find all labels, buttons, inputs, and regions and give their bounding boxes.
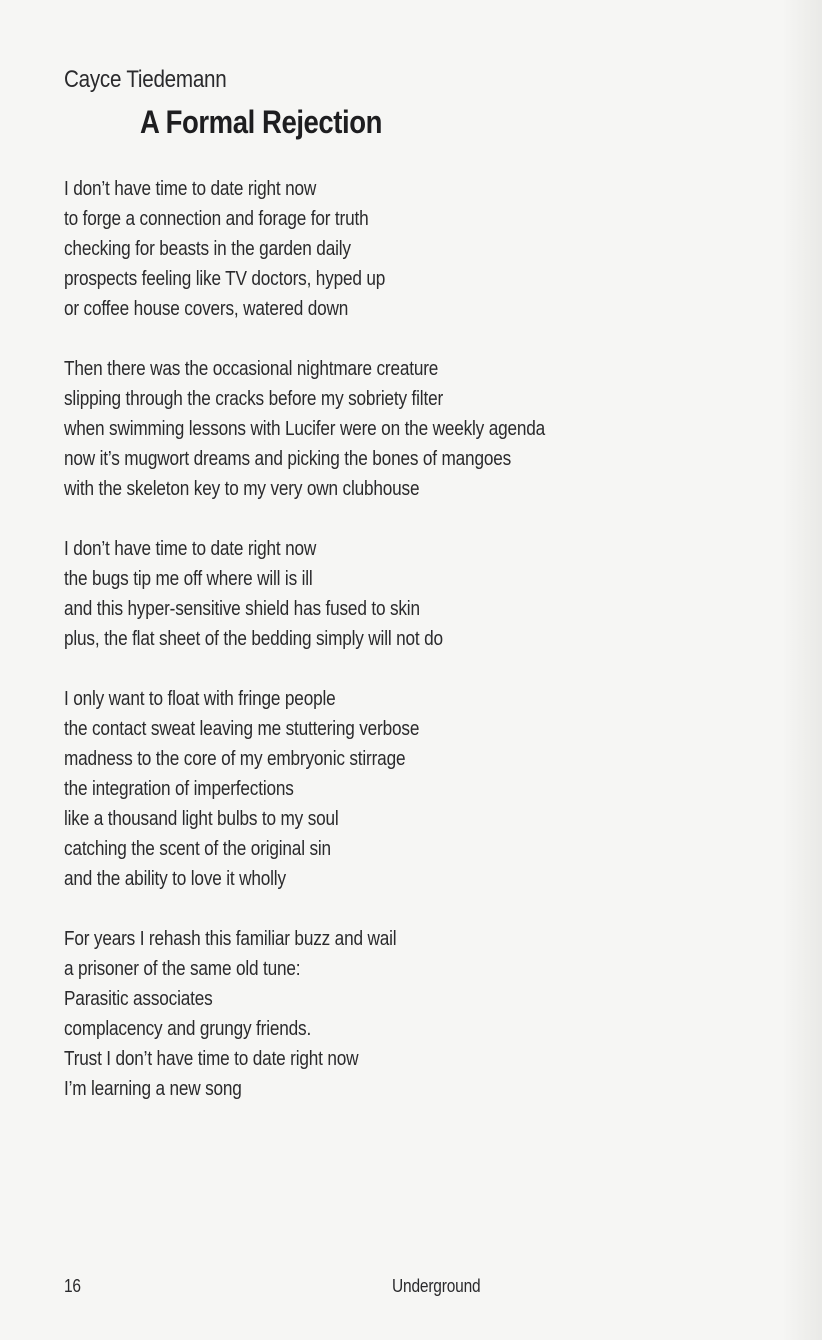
stanza	[64, 174, 764, 324]
stanza	[64, 684, 764, 894]
poem-line: complacency and grungy friends.	[64, 1018, 312, 1040]
poem-line: plus, the flat sheet of the bedding simply will not do	[64, 628, 443, 650]
poem-line: a prisoner of the same old tune:	[64, 958, 301, 980]
poem-line: now it’s mugwort dreams and picking the bones of mangoes	[64, 448, 512, 470]
poem-line: Parasitic associates	[64, 988, 213, 1010]
running-footer-title: Underground	[392, 1276, 481, 1296]
page-number: 16	[64, 1276, 81, 1296]
page-edge-shadow	[782, 0, 822, 1340]
poem-line: with the skeleton key to my very own clubhouse	[64, 478, 420, 500]
stanza	[64, 534, 764, 654]
poem-author: Cayce Tiedemann	[64, 66, 227, 93]
poem-line: the integration of imperfections	[64, 778, 294, 800]
stanza	[64, 924, 764, 1104]
poem-line: when swimming lessons with Lucifer were on the weekly agenda	[64, 418, 546, 440]
poem-line: catching the scent of the original sin	[64, 838, 331, 860]
poem-line: and this hyper-sensitive shield has fused to skin	[64, 598, 420, 620]
poem-line: and the ability to love it wholly	[64, 868, 286, 890]
poem-line: slipping through the cracks before my sobriety filter	[64, 388, 444, 410]
poem-line: prospects feeling like TV doctors, hyped up	[64, 268, 386, 290]
poem-line: I don’t have time to date right now	[64, 538, 317, 560]
poem-line: I’m learning a new song	[64, 1078, 242, 1100]
poem-title: A Formal Rejection	[140, 104, 383, 140]
poem-line: to forge a connection and forage for truth	[64, 208, 369, 230]
poem-line: Trust I don’t have time to date right now	[64, 1048, 359, 1070]
poem-line: the contact sweat leaving me stuttering verbose	[64, 718, 420, 740]
stanza	[64, 354, 764, 504]
poem-body	[64, 174, 764, 1134]
poem-line: the bugs tip me off where will is ill	[64, 568, 313, 590]
poem-line: I only want to float with fringe people	[64, 688, 336, 710]
poem-line: checking for beasts in the garden daily	[64, 238, 351, 260]
poem-line: like a thousand light bulbs to my soul	[64, 808, 339, 830]
poem-line: or coffee house covers, watered down	[64, 298, 349, 320]
poem-line: I don’t have time to date right now	[64, 178, 317, 200]
poem-line: Then there was the occasional nightmare creature	[64, 358, 439, 380]
poem-line: For years I rehash this familiar buzz and wail	[64, 928, 397, 950]
poem-line: madness to the core of my embryonic stirrage	[64, 748, 406, 770]
